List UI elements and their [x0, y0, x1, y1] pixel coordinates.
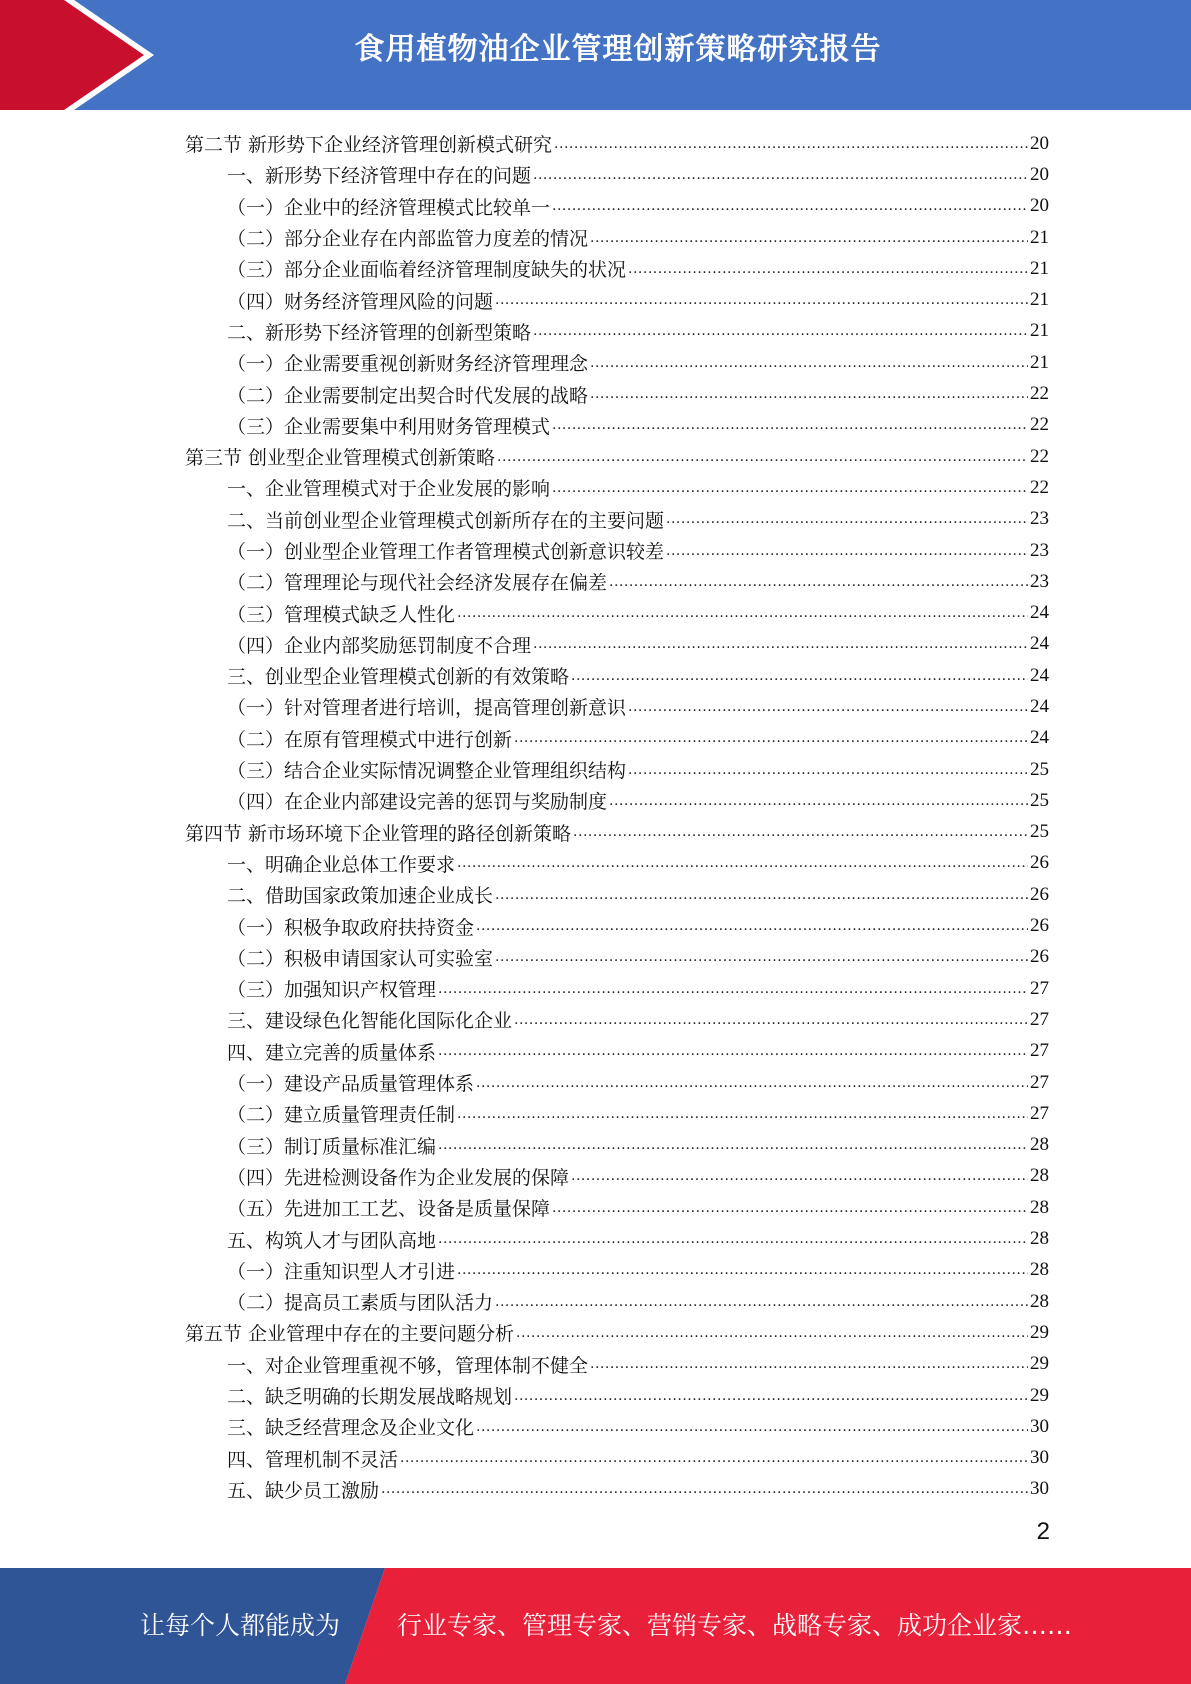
toc-entry[interactable] — [185, 1130, 1049, 1161]
toc-entry-title: 三、创业型企业管理模式创新的有效策略 — [227, 666, 570, 689]
toc-dot-leader — [514, 1385, 1028, 1407]
toc-dot-leader — [476, 1416, 1028, 1438]
page-footer — [0, 1568, 1191, 1684]
toc-dot-leader — [552, 477, 1028, 499]
toc-entry-title: （一）积极争取政府扶持资金 — [227, 916, 475, 939]
toc-entry-page: 28 — [1030, 1134, 1049, 1156]
toc-entry[interactable] — [185, 1317, 1049, 1348]
toc-entry-title: （三）结合企业实际情况调整企业管理组织结构 — [227, 760, 627, 783]
toc-entry-title: （一）针对管理者进行培训，提高管理创新意识 — [227, 697, 627, 720]
toc-entry-title: （二）积极申请国家认可实验室 — [227, 947, 494, 970]
toc-entry-page: 21 — [1030, 226, 1049, 248]
toc-entry[interactable] — [185, 191, 1049, 222]
toc-entry[interactable] — [185, 629, 1049, 660]
toc-entry[interactable] — [185, 785, 1049, 816]
toc-dot-leader — [554, 133, 1028, 155]
toc-entry-title: 一、新形势下经济管理中存在的问题 — [227, 165, 532, 188]
toc-entry-title: （一）建设产品质量管理体系 — [227, 1073, 475, 1096]
toc-entry[interactable] — [185, 1004, 1049, 1035]
toc-entry[interactable] — [185, 660, 1049, 691]
toc-entry[interactable] — [185, 973, 1049, 1004]
toc-entry[interactable] — [185, 253, 1049, 284]
toc-entry-page: 30 — [1030, 1447, 1049, 1469]
toc-entry[interactable] — [185, 1036, 1049, 1067]
toc-entry[interactable] — [185, 1380, 1049, 1411]
toc-entry-title: （五）先进加工工艺、设备是质量保障 — [227, 1198, 551, 1221]
page-header — [0, 0, 1191, 110]
toc-entry-title: 四、建立完善的质量体系 — [227, 1041, 437, 1064]
toc-entry-page: 22 — [1030, 383, 1049, 405]
toc-entry-title: 四、管理机制不灵活 — [227, 1448, 399, 1471]
toc-entry-title: 五、缺少员工激励 — [227, 1479, 380, 1502]
toc-entry[interactable] — [185, 817, 1049, 848]
toc-entry-page: 27 — [1030, 1071, 1049, 1093]
toc-entry-title: （二）部分企业存在内部监管力度差的情况 — [227, 228, 589, 251]
toc-dot-leader — [590, 352, 1028, 374]
toc-entry[interactable] — [185, 128, 1049, 159]
toc-dot-leader — [514, 727, 1028, 749]
toc-dot-leader — [533, 164, 1028, 186]
toc-entry-title: （四）企业内部奖励惩罚制度不合理 — [227, 634, 532, 657]
toc-entry-page: 27 — [1030, 1008, 1049, 1030]
toc-entry-page: 21 — [1030, 257, 1049, 279]
toc-entry[interactable] — [185, 848, 1049, 879]
toc-entry-page: 26 — [1030, 852, 1049, 874]
toc-dot-leader — [457, 852, 1028, 874]
toc-entry-page: 22 — [1030, 445, 1049, 467]
toc-entry[interactable] — [185, 535, 1049, 566]
toc-entry[interactable] — [185, 504, 1049, 535]
toc-entry-title: （二）提高员工素质与团队活力 — [227, 1292, 494, 1315]
toc-dot-leader — [552, 195, 1028, 217]
toc-entry-title: 一、企业管理模式对于企业发展的影响 — [227, 478, 551, 501]
toc-entry[interactable] — [185, 472, 1049, 503]
toc-entry[interactable] — [185, 942, 1049, 973]
toc-entry-title: （三）部分企业面临着经济管理制度缺失的状况 — [227, 259, 627, 282]
page-number: 2 — [1036, 1518, 1050, 1545]
toc-dot-leader — [400, 1447, 1028, 1469]
toc-entry[interactable] — [185, 1286, 1049, 1317]
toc-entry-page: 23 — [1030, 539, 1049, 561]
toc-dot-leader — [438, 1040, 1028, 1062]
toc-entry-title: （三）企业需要集中利用财务管理模式 — [227, 415, 551, 438]
toc-entry-page: 26 — [1030, 915, 1049, 937]
toc-dot-leader — [628, 696, 1028, 718]
toc-entry-page: 30 — [1030, 1478, 1049, 1500]
toc-entry-title: （一）企业中的经济管理模式比较单一 — [227, 196, 551, 219]
toc-entry-page: 27 — [1030, 1040, 1049, 1062]
toc-entry[interactable] — [185, 159, 1049, 190]
toc-entry-title: 一、对企业管理重视不够，管理体制不健全 — [227, 1354, 589, 1377]
toc-entry-page: 27 — [1030, 977, 1049, 999]
toc-entry-title: （三）加强知识产权管理 — [227, 979, 437, 1002]
toc-entry-title: 第二节 新形势下企业经济管理创新模式研究 — [185, 134, 553, 157]
toc-dot-leader — [457, 602, 1028, 624]
toc-entry-title: （一）创业型企业管理工作者管理模式创新意识较差 — [227, 541, 665, 563]
toc-entry[interactable] — [185, 222, 1049, 253]
toc-dot-leader — [628, 258, 1028, 280]
toc-dot-leader — [516, 1322, 1028, 1344]
toc-entry[interactable] — [185, 410, 1049, 441]
toc-dot-leader — [609, 790, 1028, 812]
toc-dot-leader — [495, 884, 1028, 906]
toc-entry-page: 29 — [1030, 1353, 1049, 1375]
toc-entry-page: 28 — [1030, 1290, 1049, 1312]
toc-dot-leader — [495, 289, 1028, 311]
toc-entry[interactable] — [185, 1098, 1049, 1129]
toc-entry[interactable] — [185, 1223, 1049, 1254]
toc-entry-page: 26 — [1030, 883, 1049, 905]
toc-dot-leader — [457, 1103, 1028, 1125]
toc-entry[interactable] — [185, 1192, 1049, 1223]
footer-slogan-left: 让每个人都能成为 — [140, 1611, 341, 1640]
toc-dot-leader — [552, 414, 1028, 436]
toc-entry-page: 20 — [1030, 163, 1049, 185]
toc-dot-leader — [573, 821, 1028, 843]
toc-dot-leader — [438, 1228, 1028, 1250]
toc-entry-title: （二）管理理论与现代社会经济发展存在偏差 — [227, 572, 608, 595]
toc-entry-title: （一）注重知识型人才引进 — [227, 1260, 456, 1283]
toc-entry-title: 二、新形势下经济管理的创新型策略 — [227, 321, 532, 344]
toc-entry-page: 25 — [1030, 789, 1049, 811]
toc-dot-leader — [609, 571, 1028, 593]
toc-dot-leader — [666, 540, 1028, 562]
toc-entry-page: 28 — [1030, 1165, 1049, 1187]
toc-entry[interactable] — [185, 723, 1049, 754]
toc-entry[interactable] — [185, 1349, 1049, 1380]
toc-entry-page: 25 — [1030, 821, 1049, 843]
toc-entry-page: 21 — [1030, 351, 1049, 373]
footer-slogan-right: 行业专家、管理专家、营销专家、战略专家、成功企业家…… — [397, 1611, 1073, 1640]
toc-entry-title: 第四节 新市场环境下企业管理的路径创新策略 — [185, 822, 572, 845]
toc-entry-page: 21 — [1030, 289, 1049, 311]
toc-entry-title: （二）建立质量管理责任制 — [227, 1104, 456, 1127]
toc-entry-title: （四）财务经济管理风险的问题 — [227, 290, 494, 313]
toc-entry-page: 24 — [1030, 633, 1049, 655]
toc-entry-title: （一）企业需要重视创新财务经济管理理念 — [227, 353, 589, 376]
toc-entry-page: 23 — [1030, 508, 1049, 530]
toc-dot-leader — [533, 320, 1028, 342]
toc-entry[interactable] — [185, 441, 1049, 472]
toc-entry[interactable] — [185, 691, 1049, 722]
toc-entry-page: 28 — [1030, 1196, 1049, 1218]
toc-dot-leader — [497, 446, 1028, 468]
toc-entry-page: 24 — [1030, 664, 1049, 686]
toc-entry-page: 23 — [1030, 570, 1049, 592]
table-of-contents — [185, 128, 1049, 1505]
toc-dot-leader — [438, 1134, 1028, 1156]
toc-dot-leader — [495, 1291, 1028, 1313]
toc-entry-page: 20 — [1030, 132, 1049, 154]
toc-entry[interactable] — [185, 1411, 1049, 1442]
toc-entry-page: 25 — [1030, 758, 1049, 780]
toc-entry-title: （三）制订质量标准汇编 — [227, 1135, 437, 1158]
toc-entry[interactable] — [185, 566, 1049, 597]
toc-dot-leader — [438, 978, 1028, 1000]
toc-entry-title: 二、缺乏明确的长期发展战略规划 — [227, 1386, 513, 1409]
toc-entry-title: 五、构筑人才与团队高地 — [227, 1229, 437, 1252]
toc-entry-title: （四）在企业内部建设完善的惩罚与奖励制度 — [227, 791, 608, 814]
toc-dot-leader — [552, 1197, 1028, 1219]
toc-entry-page: 29 — [1030, 1384, 1049, 1406]
toc-entry-page: 24 — [1030, 602, 1049, 624]
toc-entry-title: 三、缺乏经营理念及企业文化 — [227, 1417, 475, 1440]
toc-entry[interactable] — [185, 910, 1049, 941]
toc-entry-title: （二）企业需要制定出契合时代发展的战略 — [227, 384, 589, 407]
toc-dot-leader — [571, 665, 1028, 687]
toc-dot-leader — [381, 1478, 1028, 1500]
toc-entry[interactable] — [185, 1255, 1049, 1286]
toc-entry-page: 24 — [1030, 695, 1049, 717]
toc-entry[interactable] — [185, 1474, 1049, 1505]
toc-entry-title: （二）在原有管理模式中进行创新 — [227, 728, 513, 751]
toc-dot-leader — [628, 759, 1028, 781]
toc-entry-page: 22 — [1030, 414, 1049, 436]
toc-entry-title: 一、明确企业总体工作要求 — [227, 853, 456, 876]
toc-dot-leader — [514, 1009, 1028, 1031]
toc-dot-leader — [495, 946, 1028, 968]
toc-entry-title: （四）先进检测设备作为企业发展的保障 — [227, 1166, 570, 1189]
toc-dot-leader — [590, 383, 1028, 405]
toc-entry-title: 三、建设绿色化智能化国际化企业 — [227, 1010, 513, 1033]
toc-entry-page: 26 — [1030, 946, 1049, 968]
toc-dot-leader — [666, 508, 1028, 530]
toc-dot-leader — [590, 1353, 1028, 1375]
document-title: 食用植物油企业管理创新策略研究报告 — [354, 32, 882, 67]
toc-entry-page: 27 — [1030, 1102, 1049, 1124]
toc-dot-leader — [533, 633, 1028, 655]
toc-entry-page: 28 — [1030, 1259, 1049, 1281]
toc-dot-leader — [476, 1072, 1028, 1094]
toc-entry-page: 21 — [1030, 320, 1049, 342]
toc-dot-leader — [571, 1165, 1028, 1187]
toc-dot-leader — [457, 1259, 1028, 1281]
toc-entry[interactable] — [185, 1067, 1049, 1098]
toc-entry-page: 28 — [1030, 1228, 1049, 1250]
toc-entry-title: 二、当前创业型企业管理模式创新所存在的主要问题 — [227, 509, 665, 532]
toc-entry[interactable] — [185, 347, 1049, 378]
toc-dot-leader — [590, 227, 1028, 249]
toc-entry-page: 24 — [1030, 727, 1049, 749]
toc-entry[interactable] — [185, 1442, 1049, 1473]
toc-entry-title: 第五节 企业管理中存在的主要问题分析 — [185, 1323, 515, 1346]
toc-entry[interactable] — [185, 1161, 1049, 1192]
toc-dot-leader — [476, 915, 1028, 937]
toc-entry-title: （三）管理模式缺乏人性化 — [227, 603, 456, 626]
toc-entry-title: 二、借助国家政策加速企业成长 — [227, 885, 494, 908]
toc-entry[interactable] — [185, 378, 1049, 409]
toc-entry[interactable] — [185, 284, 1049, 315]
toc-entry-page: 29 — [1030, 1321, 1049, 1343]
toc-entry-page: 20 — [1030, 195, 1049, 217]
toc-entry[interactable] — [185, 879, 1049, 910]
toc-entry[interactable] — [185, 316, 1049, 347]
toc-entry[interactable] — [185, 754, 1049, 785]
toc-entry[interactable] — [185, 597, 1049, 628]
toc-entry-page: 30 — [1030, 1415, 1049, 1437]
toc-entry-title: 第三节 创业型企业管理模式创新策略 — [185, 447, 496, 470]
toc-entry-page: 22 — [1030, 476, 1049, 498]
